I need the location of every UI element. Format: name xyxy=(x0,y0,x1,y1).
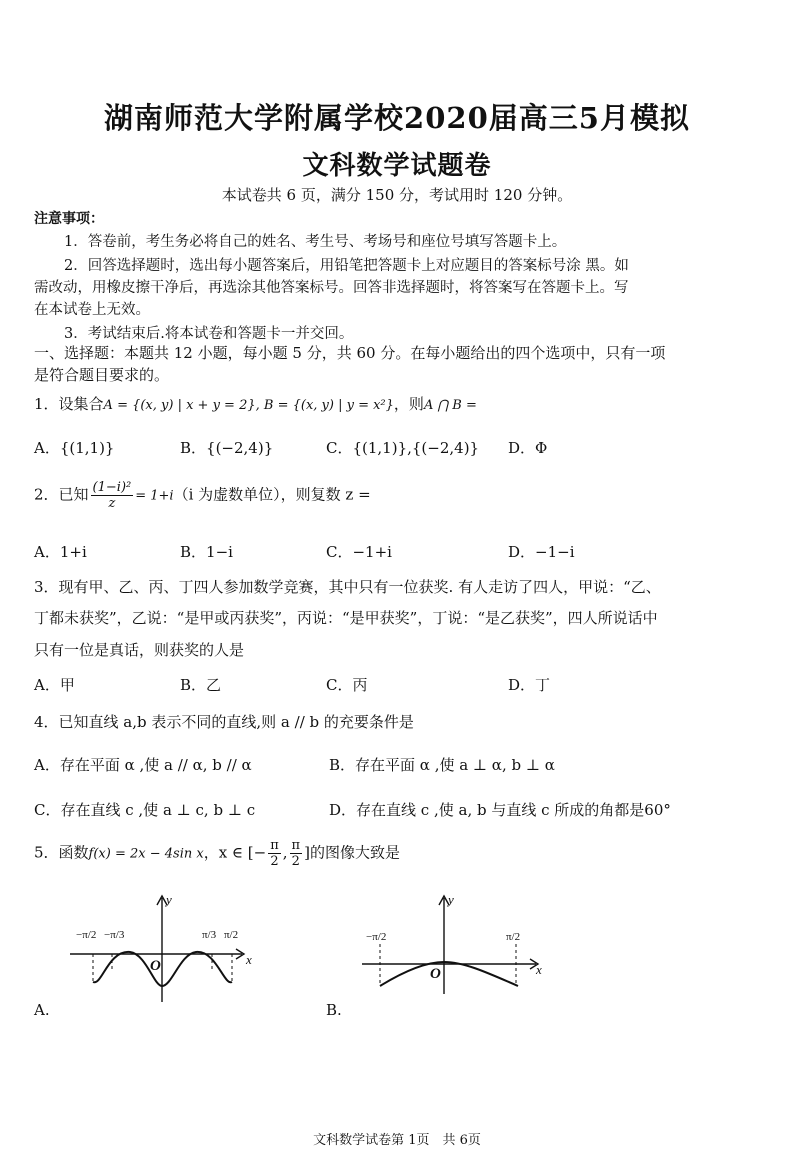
question-5-stem xyxy=(34,838,400,869)
question-3-line-3: 只有一位是真话，则获奖的人是 xyxy=(34,641,245,659)
q4-option-a: A．存在平面 α ,使 a // α, b // α xyxy=(34,756,252,774)
q1-option-a: A．{(1,1)} xyxy=(34,439,115,457)
notice-item-3: 3．考试结束后.将本试卷和答题卡一并交回。 xyxy=(64,326,354,342)
question-2-stem xyxy=(34,480,371,511)
q5-option-a-label: A. xyxy=(34,1001,50,1019)
q2-prefix: 2．已知 xyxy=(34,485,89,504)
q5-range-mid: , xyxy=(282,843,288,862)
q2-frac-den: z xyxy=(108,496,116,511)
q4-option-d: D．存在直线 c ,使 a, b 与直线 c 所成的角都是60° xyxy=(329,801,671,819)
q5-range-suffix: ] xyxy=(304,843,310,862)
question-4-stem: 4．已知直线 a,b 表示不同的直线,则 a // b 的充要条件是 xyxy=(34,713,414,731)
graph-a-tick-1: −π/2 xyxy=(76,929,97,941)
q2-suffix: （i 为虚数单位），则复数 z = xyxy=(173,485,371,504)
section-1-line-2: 是符合题目要求的。 xyxy=(34,366,170,384)
q5-frac-left-num: π xyxy=(270,838,279,853)
q2-option-c: C．−1+i xyxy=(326,543,392,561)
question-3-line-1: 3．现有甲、乙、丙、丁四人参加数学竞赛，其中只有一位获奖. 有人走访了四人，甲说：“乙、 xyxy=(34,578,661,596)
q5-range-prefix: ，x ∈ [− xyxy=(203,843,267,862)
q5-frac-right-den: 2 xyxy=(291,854,300,869)
graph-b-curve xyxy=(380,962,518,986)
notice-item-1: 1．答卷前，考生务必将自己的姓名、考生号、考场号和座位号填写答题卡上。 xyxy=(64,234,567,250)
section-1-line-1: 一、选择题：本题共 12 小题，每小题 5 分，共 60 分。在每小题给出的四个选项中，只有一项 xyxy=(34,344,666,362)
graph-a-x-label: x xyxy=(246,952,252,967)
question-1-stem xyxy=(34,393,477,414)
exam-subtitle: 文科数学试题卷 xyxy=(302,151,492,181)
q4-option-c: C．存在直线 c ,使 a ⊥ c, b ⊥ c xyxy=(34,801,256,819)
graph-b-tick-2: π/2 xyxy=(506,931,521,943)
q4-option-b: B．存在平面 α ,使 a ⊥ α, b ⊥ α xyxy=(329,756,555,774)
q5-frac-left xyxy=(268,838,281,869)
q1-set-a: A = {(x, y) | x + y = 2} xyxy=(103,398,256,413)
graph-b-tick-1: −π/2 xyxy=(366,931,387,943)
q2-option-d: D．−1−i xyxy=(508,543,575,561)
notice-item-2-line-3: 在本试卷上无效。 xyxy=(34,302,150,318)
q1-option-d: D．Φ xyxy=(508,439,548,457)
q2-option-a: A．1+i xyxy=(34,543,87,561)
q2-option-b: B．1−i xyxy=(180,543,233,561)
notice-item-2-line-1: 2．回答选择题时，选出每小题答案后，用铅笔把答题卡上对应题目的答案标号涂 黑。如 xyxy=(64,258,629,274)
q5-option-b-label: B. xyxy=(326,1001,342,1019)
q3-option-b: B．乙 xyxy=(180,676,222,694)
q1-prefix: 1．设集合 xyxy=(34,395,104,413)
exam-title: 湖南师范大学附属学校2020届高三5月模拟 xyxy=(104,101,690,135)
page-footer: 文科数学试卷第 1页 共 6页 xyxy=(313,1133,481,1148)
notice-item-2-line-2: 需改动，用橡皮擦干净后，再选涂其他答案标号。回答非选择题时，将答案写在答题卡上。写 xyxy=(34,280,629,296)
graph-b-y-label: y xyxy=(448,892,454,907)
q3-option-a: A．甲 xyxy=(34,676,75,694)
q1-ask: A ⋂ B = xyxy=(423,398,477,413)
q5-frac-left-den: 2 xyxy=(270,854,279,869)
question-3-line-2: 丁都未获奖”，乙说：“是甲或丙获奖”，丙说：“是甲获奖”，丁说：“是乙获奖”，四人所说话中 xyxy=(34,609,658,627)
q1-suffix: ，则 xyxy=(393,395,424,413)
q1-option-b: B．{(−2,4)} xyxy=(180,439,274,457)
q5-frac-right xyxy=(290,838,303,869)
q5-function: f(x) = 2x − 4sin x xyxy=(88,846,204,862)
q3-option-c: C．丙 xyxy=(326,676,368,694)
q5-suffix: 的图像大致是 xyxy=(309,843,400,862)
graph-b-x-label: x xyxy=(536,962,542,977)
graph-a-y-label: y xyxy=(166,892,172,907)
graph-b-origin: O xyxy=(430,966,441,982)
graph-a-tick-2: −π/3 xyxy=(104,929,125,941)
q5-prefix: 5．函数 xyxy=(34,843,89,862)
q1-set-b: , B = {(x, y) | y = x²} xyxy=(255,398,394,413)
q1-option-c: C．{(1,1)},{(−2,4)} xyxy=(326,439,480,457)
notice-heading: 注意事项： xyxy=(34,211,104,227)
q3-option-d: D．丁 xyxy=(508,676,551,694)
q2-frac-num: (1−i)² xyxy=(92,480,132,495)
exam-info: 本试卷共 6 页，满分 150 分，考试用时 120 分钟。 xyxy=(221,186,573,204)
q2-fraction xyxy=(91,480,134,511)
q5-graph-a xyxy=(62,890,272,1010)
graph-a-tick-4: π/2 xyxy=(224,929,239,941)
graph-a-origin: O xyxy=(150,958,161,974)
q5-graph-b xyxy=(356,890,556,1000)
q5-frac-right-num: π xyxy=(291,838,301,853)
graph-a-tick-3: π/3 xyxy=(202,929,217,941)
q2-rhs: = 1+i xyxy=(135,488,174,504)
